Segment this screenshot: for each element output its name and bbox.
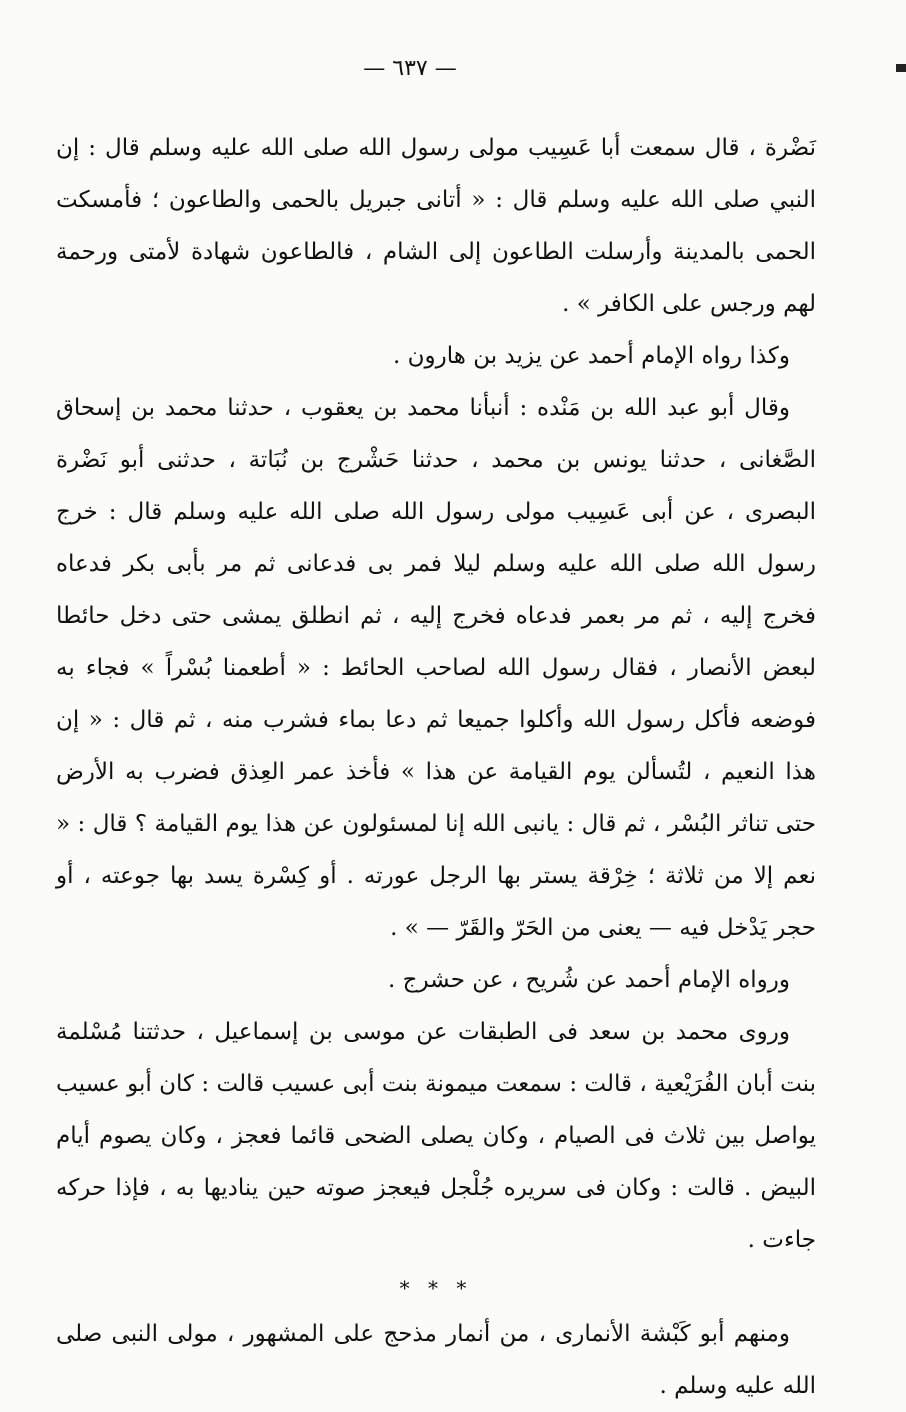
paragraph-5: وروى محمد بن سعد فى الطبقات عن موسى بن إسماعيل ، حدثتنا مُسْلمة بنت أبان الفُرَيْعية ، قالت : سمعت ميمونة بنت أبى عسيب قالت : كان أبو عسيب يواصل بين ثلاث فى الصيام ، وكان يصلى الضحى قائما فعجز ، وكان يصوم أيام البيض . قالت : وكان فى سريره جُلْجل فيعجز صوته حين يناديها به ، فإذا حركه جاءت .	[56, 1019, 816, 1253]
paragraph-1: نَضْرة ، قال سمعت أبا عَسِيب مولى رسول الله صلى الله عليه وسلم قال : إن النبي صلى الله عليه وسلم قال : « أتانى جبريل بالحمى والطاعون ؛ فأمسكت الحمى بالمدينة وأرسلت الطاعون إلى الشام ، فالطاعون شهادة لأمتى ورحمة لهم ورجس على الكافر » .	[56, 135, 816, 317]
paragraph-3: وقال أبو عبد الله بن مَنْده : أنبأنا محمد بن يعقوب ، حدثنا محمد بن إسحاق الصَّغانى ، حدثنا يونس بن محمد ، حدثنا حَشْرج بن نُبَاتة ، حدثنى أبو نَضْرة البصرى ، عن أبى عَسِيب مولى رسول الله صلى الله عليه وسلم قال : خرج رسول الله صلى الله عليه وسلم ليلا فمر بى فدعانى ثم مر بأبى بكر فدعاه فخرج إليه ، ثم مر بعمر فدعاه فخرج إليه ، ثم انطلق يمشى حتى دخل حائطا لبعض الأنصار ، فقال رسول الله لصاحب الحائط : « أطعمنا بُسْراً » فجاء به فوضعه فأكل رسول الله وأكلوا جميعا ثم دعا بماء فشرب منه ، ثم قال : « إن هذا النعيم ، لتُسألن يوم القيامة عن هذا » فأخذ عمر العِذق فضرب به الأرض حتى تناثر البُسْر ، ثم قال : يانبى الله إنا لمسئولون عن هذا يوم القيامة ؟ قال : « نعم إلا من ثلاثة ؛ خِرْقة يستر بها الرجل عورته . أو كِسْرة يسد بها جوعته ، أو حجر يَدْخل فيه — يعنى من الحَرّ والقَرّ — » .	[56, 395, 816, 941]
paragraph-2: وكذا رواه الإمام أحمد عن يزيد بن هارون .	[393, 343, 790, 369]
page-number: — ٦٣٧ —	[363, 56, 457, 81]
page-edge-mark	[896, 64, 906, 72]
paragraph-4: ورواه الإمام أحمد عن شُريح ، عن حشرج .	[388, 967, 790, 993]
closing-paragraph: ومنهم أبو كَبْشة الأنمارى ، من أنمار مذحج على المشهور ، مولى النبى صلى الله عليه وسلم .	[56, 1321, 816, 1399]
text-body	[56, 122, 816, 1412]
section-separator: * * *	[399, 1276, 473, 1300]
